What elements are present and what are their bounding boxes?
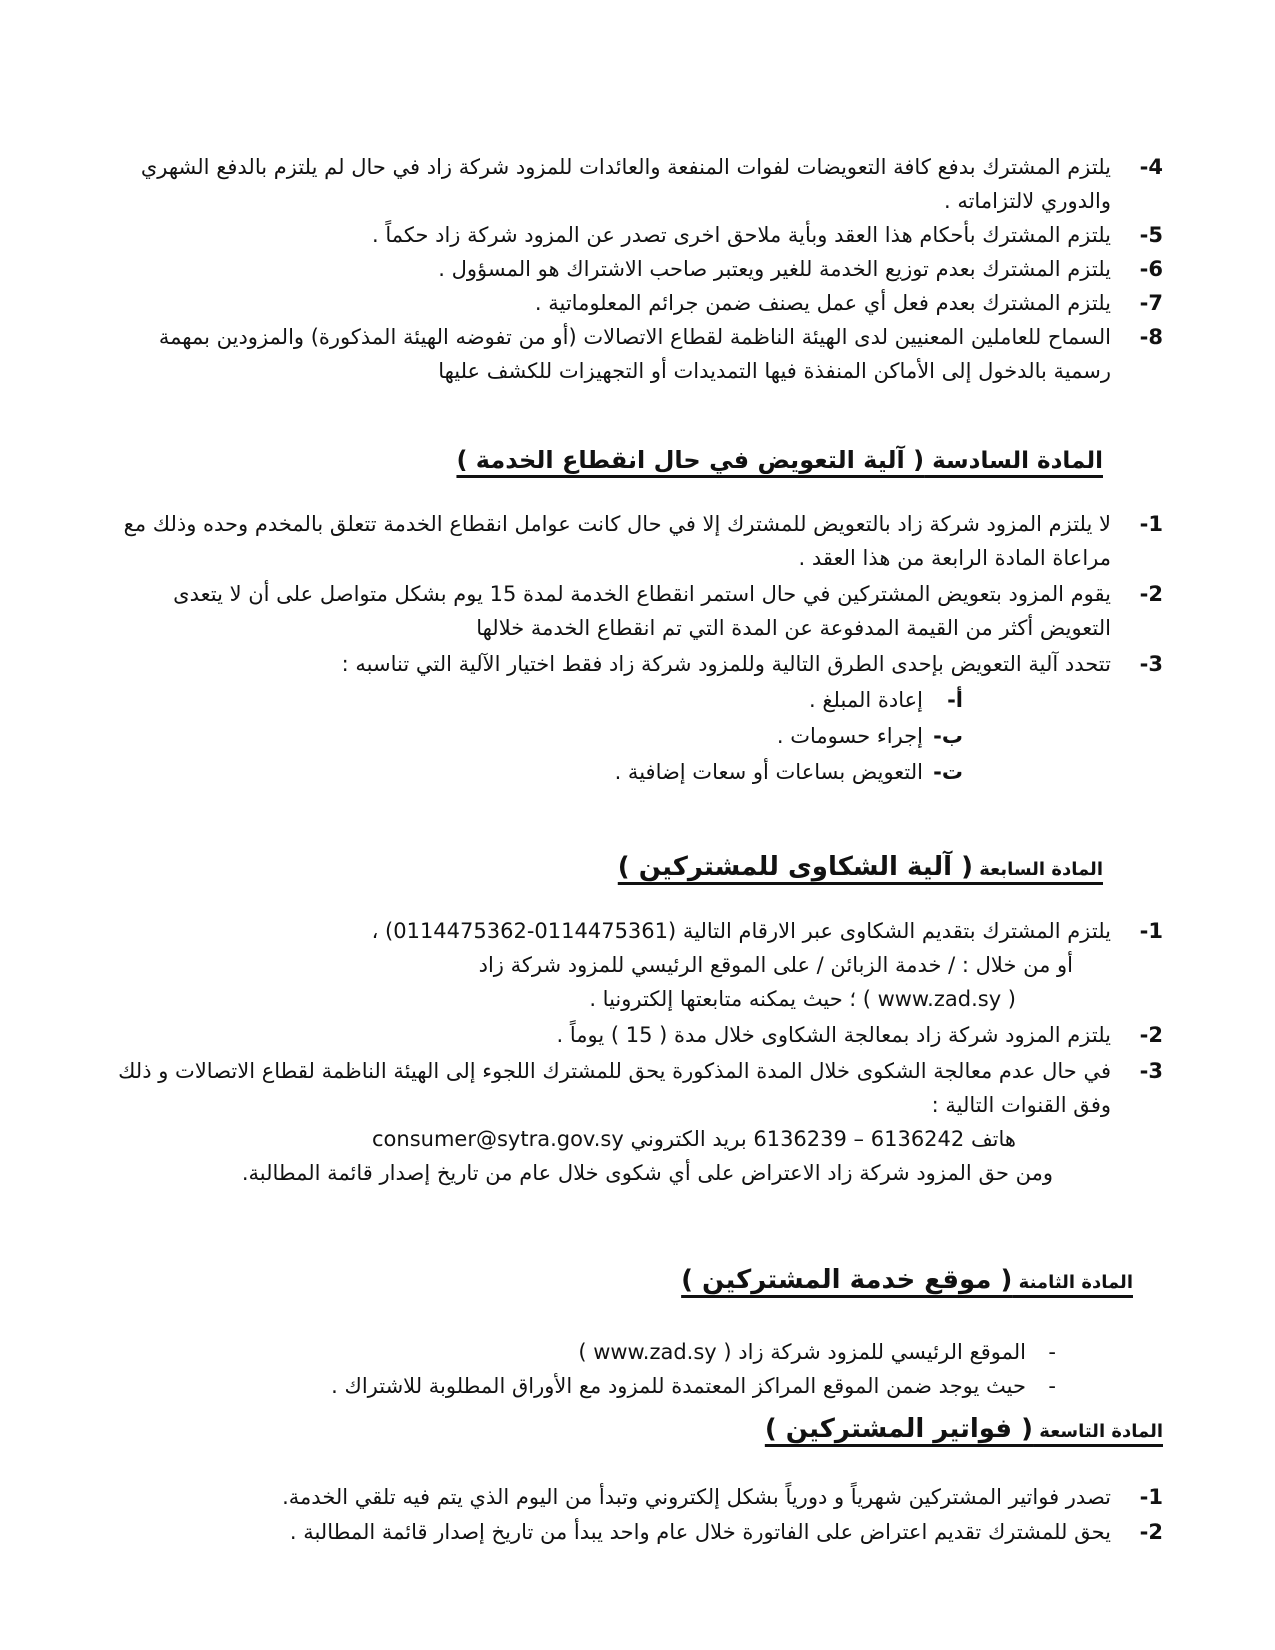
article-6-clause-list <box>118 507 1163 789</box>
article-9-heading <box>118 1409 1163 1452</box>
clause-text: تصدر فواتير المشتركين شهرياً و دورياً بشكل إلكتروني وتبدأ من اليوم الذي يتم فيه تلقي الخدمة. <box>282 1485 1111 1509</box>
clause-text: يلتزم المزود شركة زاد بمعالجة الشكاوى خلال مدة ( 15 ) يوماً . <box>556 1023 1111 1047</box>
article-9-heading-title: ( فواتير المشتركين ) <box>764 1414 1034 1444</box>
dash-item <box>118 1335 1056 1369</box>
complaint-phone-numbers-line: يلتزم المشترك بتقديم الشكاوى عبر الارقام التالية (0114475361-0114475362) ، <box>371 919 1111 943</box>
clause-text: لا يلتزم المزود شركة زاد بالتعويض للمشترك إلا في حال كانت عوامل انقطاع الخدمة تتعلق بالمخدم وحده وذلك مع مراعاة المادة الرابعة من هذا العقد . <box>123 512 1111 570</box>
clause-marker: 2- <box>1139 1520 1163 1544</box>
clause-marker: 7- <box>1139 291 1163 315</box>
sub-clause-item <box>118 755 963 789</box>
clause-item <box>118 1480 1163 1514</box>
clause-marker: 4- <box>1139 155 1163 179</box>
clause-marker: 2- <box>1139 582 1163 606</box>
clause-item <box>118 252 1163 286</box>
dash-item <box>118 1369 1056 1403</box>
article-7-heading <box>118 847 1103 890</box>
article-7-heading-prefix: المادة السابعة <box>973 859 1103 880</box>
article-7-clause-list <box>118 914 1163 1190</box>
sub-clause-item <box>118 719 963 753</box>
provider-objection-note: ومن حق المزود شركة زاد الاعتراض على أي شكوى خلال عام من تاريخ إصدار قائمة المطالبة. <box>241 1161 1053 1185</box>
clause-item <box>118 218 1163 252</box>
clause-text: السماح للعاملين المعنيين لدى الهيئة الناظمة لقطاع الاتصالات (أو من تفوضه الهيئة المذكورة) والمزودين بمهمة رسمية بالدخول إلى الأماكن المنفذة فيها التمديدات أو التجهيزات للكشف عليها <box>158 325 1111 383</box>
dash-marker: - <box>1048 1374 1056 1398</box>
article-6-heading <box>118 440 1103 481</box>
clause-text <box>118 1054 1111 1190</box>
clause-marker: 3- <box>1139 1059 1163 1083</box>
regulator-phone-email-line: هاتف 6136242 – 6136239 بريد الكتروني consumer@sytra.gov.sy <box>372 1127 1016 1151</box>
clause-marker: 8- <box>1139 325 1163 349</box>
article-9-heading-prefix: المادة التاسعة <box>1033 1421 1163 1442</box>
article-8-heading-prefix: المادة الثامنة <box>1012 1272 1133 1293</box>
article-9-clause-list <box>118 1480 1163 1549</box>
provider-website-line: الموقع الرئيسي للمزود شركة زاد ( www.zad.sy ) <box>578 1340 1026 1364</box>
clause-marker: 2- <box>1139 1023 1163 1047</box>
article-6-heading-title: ( آلية التعويض في حال انقطاع الخدمة ) <box>456 446 925 474</box>
sub-clause-marker: ت- <box>933 760 963 784</box>
clause-item <box>118 1515 1163 1549</box>
sub-clause-item <box>118 683 963 717</box>
clause-item <box>118 914 1163 1016</box>
article-8-item-list <box>118 1335 1056 1403</box>
clause-item <box>118 507 1163 575</box>
clause-item <box>118 647 1163 681</box>
dash-marker: - <box>1048 1340 1056 1364</box>
clause-item <box>118 577 1163 645</box>
clause-text: تتحدد آلية التعويض بإحدى الطرق التالية وللمزود شركة زاد فقط اختيار الآلية التي تناسبه : <box>341 652 1111 676</box>
clause-marker: 1- <box>1139 512 1163 536</box>
article-8-heading <box>118 1260 1133 1303</box>
clause-item <box>118 320 1163 388</box>
clause-item <box>118 1018 1163 1052</box>
article-6-heading-prefix: المادة السادسة <box>924 448 1103 474</box>
clause-text: يلتزم المشترك بدفع كافة التعويضات لفوات المنفعة والعائدات للمزود شركة زاد في حال لم يلتزم بالدفع الشهري والدوري لالتزاماته . <box>140 155 1111 213</box>
sub-clause-marker: أ- <box>947 688 963 712</box>
clause-item <box>118 286 1163 320</box>
clause-text: يلتزم المشترك بعدم توزيع الخدمة للغير ويعتبر صاحب الاشتراك هو المسؤول . <box>438 257 1111 281</box>
clause-text <box>118 914 1111 1016</box>
clause-text: يحق للمشترك تقديم اعتراض على الفاتورة خلال عام واحد يبدأ من تاريخ إصدار قائمة المطالبة . <box>289 1520 1111 1544</box>
clause-marker: 1- <box>1139 1485 1163 1509</box>
article-7-heading-title: ( آلية الشكاوى للمشتركين ) <box>617 852 973 882</box>
sub-clause-text: التعويض بساعات أو سعات إضافية . <box>614 760 923 784</box>
article-8-heading-title: ( موقع خدمة المشتركين ) <box>681 1265 1013 1295</box>
sub-clause-marker: ب- <box>933 724 963 748</box>
clause-text: يقوم المزود بتعويض المشتركين في حال استمر انقطاع الخدمة لمدة 15 يوم بشكل متواصل على أن لا يتعدى التعويض أكثر من القيمة المدفوعة عن المدة التي تم انقطاع الخدمة خلالها <box>173 582 1111 640</box>
clause-text-line: أو من خلال : / خدمة الزبائن / على الموقع الرئيسي للمزود شركة زاد <box>478 953 1073 977</box>
clause-text: يلتزم المشترك بأحكام هذا العقد وبأية ملاحق اخرى تصدر عن المزود شركة زاد حكماً . <box>371 223 1111 247</box>
sub-clause-text: إجراء حسومات . <box>776 724 923 748</box>
website-url-line: ( www.zad.sy ) ؛ حيث يمكنه متابعتها إلكترونيا . <box>589 987 1016 1011</box>
clause-text-line: في حال عدم معالجة الشكوى خلال المدة المذكورة يحق للمشترك اللجوء إلى الهيئة الناظمة لقطاع الاتصالات و ذلك وفق القنوات التالية : <box>118 1059 1111 1117</box>
compensation-options-list <box>118 683 963 789</box>
clause-marker: 1- <box>1139 919 1163 943</box>
clause-marker: 3- <box>1139 652 1163 676</box>
dash-item-text: حيث يوجد ضمن الموقع المراكز المعتمدة للمزود مع الأوراق المطلوبة للاشتراك . <box>331 1374 1026 1398</box>
clause-text: يلتزم المشترك بعدم فعل أي عمل يصنف ضمن جرائم المعلوماتية . <box>534 291 1111 315</box>
clause-item <box>118 150 1163 218</box>
clause-item <box>118 1054 1163 1190</box>
clause-marker: 6- <box>1139 257 1163 281</box>
sub-clause-text: إعادة المبلغ . <box>809 688 923 712</box>
clause-marker: 5- <box>1139 223 1163 247</box>
intro-clause-list <box>118 150 1163 388</box>
